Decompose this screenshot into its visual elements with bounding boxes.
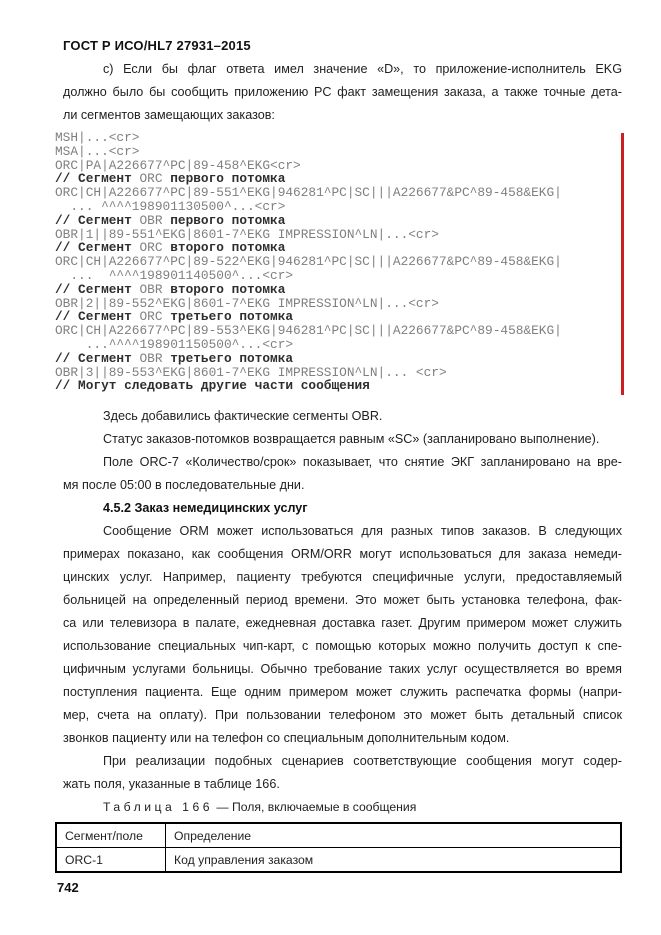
text-line: Сообщение ORM может использоваться для разных типов заказов. В следующих [103,524,622,539]
code-line [55,186,622,200]
paragraph-table-reference [63,750,622,796]
code-line [55,338,622,352]
text-line: поступления пациента. Еще одним примером может служить распечатка формы (напри- [63,685,622,700]
table-cell: Код управления заказом [166,848,622,873]
text-line: цинских услуг. Например, пациенту требуются специфичные услуги, предоставляемый [63,570,622,585]
text-line: са или телевизора в палате, ежедневная доставка газет. Другим примером может служить [63,616,622,631]
fields-table-body [56,848,621,873]
hl7-message-code-block [55,131,622,393]
text-line: При реализации подобных сценариев соответствующие сообщения могут содер- [103,754,622,769]
text-line: цифичным услугами больницы. Обычно требование таких услуг осуществляется во время [63,662,622,677]
code-line [55,241,622,255]
text-line: должно было бы сообщить приложению PC факт замещения заказа, а также точные дета- [63,85,622,99]
code-segment-text: ... ^^^^198901130500^...<cr> [55,198,286,214]
doc-header-title: ГОСТ Р ИСО/HL7 27931–2015 [63,38,251,53]
text-line: звонков пациенту или на телефон со специальным дополнительным кодом. [63,731,510,746]
code-line [55,228,622,242]
code-segment-text: ORC|CH|A226677^PC|89-551^EKG|946281^PC|SC|||A226677&PC^89-458&EKG| [55,185,562,201]
code-segment-text: OBR|3||89-553^EKG|8601-7^EKG IMPRESSION^LN|... <cr> [55,364,447,380]
code-comment-text: третьего потомка [162,309,294,325]
code-comment-text: третьего потомка [162,350,294,366]
text-line: больницей на определенный период времени. Это может быть установка телефона, фак- [63,593,622,608]
code-comment-text: второго потомка [162,240,286,256]
text-line: c) Если бы флаг ответа имел значение «D», то приложение-исполнитель EKG [103,62,622,76]
paragraph-obr-added [63,405,622,428]
code-comment-text: первого потомка [162,171,286,187]
text-line: ли сегментов замещающих заказов: [63,108,275,122]
code-segment-text: ORC [139,240,163,256]
text-line: Здесь добавились фактические сегменты OBR. [103,409,383,424]
table-row [56,848,621,873]
code-line [55,145,622,159]
table-caption-label: Таблица 166 [103,800,214,815]
code-line [55,324,622,338]
table-cell: ORC-1 [56,848,166,873]
code-segment-text: ORC|CH|A226677^PC|89-522^EKG|946281^PC|SC|||A226677&PC^89-458&EKG| [55,254,562,270]
code-line [55,200,622,214]
code-line [55,366,622,380]
code-line [55,269,622,283]
table-header-cell: Определение [166,823,622,848]
code-comment-text: // Сегмент [55,171,140,187]
code-segment-text: OBR [139,350,163,366]
text-line: примерах показано, как сообщения ORM/ORR могут использоваться для заказа немеди- [63,547,622,562]
code-comment-text: // Сегмент [55,240,140,256]
code-segment-text: MSA|...<cr> [55,143,140,159]
code-line [55,131,622,145]
code-segment-text: OBR|1||89-551^EKG|8601-7^EKG IMPRESSION^LN|...<cr> [55,226,439,242]
table-caption [63,796,622,819]
text-line: мя после 05:00 в последовательные дни. [63,478,305,493]
table-caption-title: — Поля, включаемые в сообщения [213,800,417,815]
code-comment-text: // Могут следовать другие части сообщения [55,378,370,394]
code-comment-text: // Сегмент [55,350,140,366]
code-line [55,214,622,228]
paragraph-status-sc [63,428,622,451]
code-segment-text: ... ^^^^198901140500^...<cr> [55,267,294,283]
paragraph-orm-services [63,520,622,750]
code-segment-text: ORC|CH|A226677^PC|89-553^EKG|946281^PC|SC|||A226677&PC^89-458&EKG| [55,323,562,339]
code-line [55,310,622,324]
paragraph-orc7 [63,451,622,497]
code-line [55,297,622,311]
code-segment-text: ORC [139,309,163,325]
code-line [55,352,622,366]
code-line [55,283,622,297]
code-comment-text: второго потомка [162,281,286,297]
revision-change-bar [621,133,624,395]
text-line: Поле ORC-7 «Количество/срок» показывает, что снятие ЭКГ запланировано на вре- [103,455,622,470]
code-comment-text: первого потомка [162,212,286,228]
text-line: мер, счета на оплату). При пользовании телефоном это может быть детальный список [63,708,622,723]
document-page [55,0,622,895]
code-line [55,255,622,269]
fields-table-head [56,823,621,848]
code-segment-text: OBR [139,212,163,228]
code-segment-text: MSH|...<cr> [55,130,140,145]
code-comment-text: // Сегмент [55,281,140,297]
code-segment-text: OBR [139,281,163,297]
text-line: Статус заказов-потомков возвращается равным «SC» (запланировано выполнение). [103,432,600,447]
paragraph-intro [63,58,622,127]
table-header-cell: Сегмент/поле [56,823,166,848]
text-line: использование специальных чип-карт, с помощью которых можно получить доступ к спе- [63,639,622,654]
code-segment-text: ORC [139,171,163,187]
text-line: жать поля, указанные в таблице 166. [63,777,280,792]
table-header-row [56,823,621,848]
code-segment-text: ...^^^^198901150500^...<cr> [55,336,294,352]
page-number: 742 [57,880,79,896]
code-segment-text: ORC|PA|A226677^PC|89-458^EKG<cr> [55,157,301,173]
code-segment-text: OBR|2||89-552^EKG|8601-7^EKG IMPRESSION^LN|...<cr> [55,295,439,311]
code-line [55,159,622,173]
code-comment-text: // Сегмент [55,212,140,228]
code-line [55,379,622,393]
code-line [55,172,622,186]
code-comment-text: // Сегмент [55,309,140,325]
fields-table [55,822,622,873]
section-heading-4-5-2: 4.5.2 Заказ немедицинских услуг [103,501,308,516]
